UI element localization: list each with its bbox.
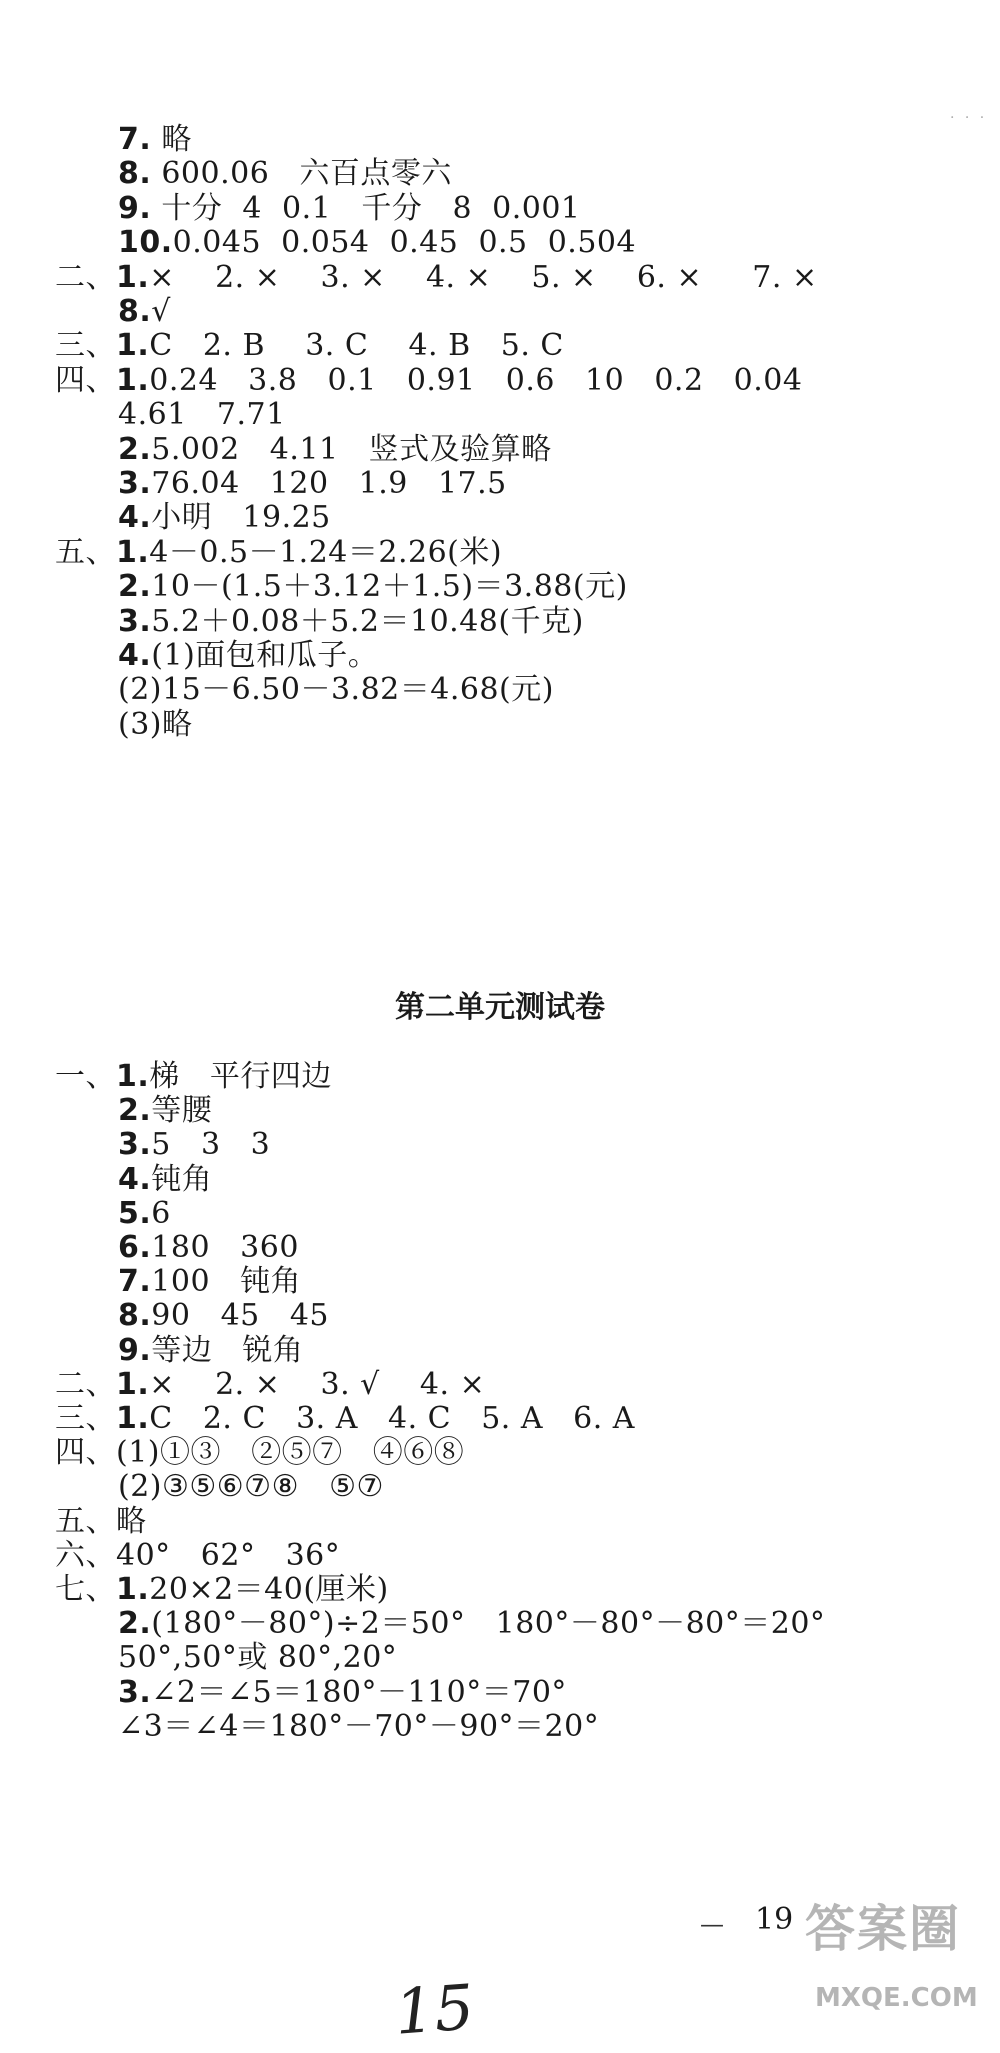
section-prefix: 三、 [55,1401,116,1436]
answer-text: C 2. C 3. A 4. C 5. A 6. A [149,1401,635,1436]
section-title: 第二单元测试卷 [395,990,605,1025]
item-number: 6. [118,1230,152,1265]
answer-text: 90 45 45 [151,1298,330,1334]
item-number: 5. [118,1195,152,1231]
corner-dots: · · · [950,110,988,126]
item-number: 7. [118,122,152,157]
watermark-url: MXQE.COM [815,1983,978,2013]
answer-text: × 2. × 3. × 4. × 5. × 6. × 7. × [149,259,818,295]
item-number: 3. [118,603,152,639]
item-number: 2. [118,569,152,605]
item-number: 1. [116,328,150,364]
item-number: 1. [116,1401,150,1436]
section-prefix: 三、 [55,328,116,364]
answer-text: C 2. B 3. C 4. B 5. C [149,328,564,364]
answer-text: (2)③⑤⑥⑦⑧ ⑤⑦ [118,1469,384,1505]
answer-text: (2)15－6.50－3.82＝4.68(元) [118,672,554,708]
answer-text: 6 [151,1195,171,1231]
answer-text: 梯 平行四边 [149,1059,332,1094]
answer-text: 20×2＝40(厘米) [149,1572,389,1607]
answer-text: 钝角 [151,1161,213,1197]
item-number: 4. [118,638,152,673]
section-prefix: 五、 [55,534,116,570]
handwritten-mark: 15 [392,1970,477,2049]
answer-text: 4.61 7.71 [118,397,286,433]
answer-text: 180 360 [151,1230,299,1265]
section-prefix: 一、 [55,1059,116,1094]
item-number: 1. [116,534,150,570]
answer-text: 5.002 4.11 竖式及验算略 [151,431,552,467]
answer-text: 等腰 [151,1093,213,1129]
item-number: 1. [116,1366,150,1402]
item-number: 9. [118,1332,152,1368]
answer-text: 100 钝角 [151,1264,302,1300]
page-number: 19 [755,1902,794,1937]
answer-text: 4－0.5－1.24＝2.26(米) [149,534,503,570]
answer-text: 5.2＋0.08＋5.2＝10.48(千克) [151,603,584,639]
item-number: 9. [118,190,152,226]
section-prefix: 四、 [55,362,116,398]
item-number: 2. [118,431,152,467]
item-number: 3. [118,1127,152,1163]
answer-text: (1)面包和瓜子。 [151,638,379,673]
page-dash: — [700,1910,724,1938]
answer-line [118,1707,599,1747]
answer-text: 76.04 120 1.9 17.5 [151,466,507,501]
answer-line [118,705,193,745]
item-number: 3. [118,466,152,501]
item-number: 1. [116,259,150,295]
answer-text: 600.06 六百点零六 [151,156,452,192]
item-number: 4. [118,1161,152,1197]
answer-text: √ [151,294,171,329]
section-prefix: 六、 [55,1537,116,1573]
answer-text: (3)略 [118,706,193,742]
answer-text: 5 3 3 [151,1127,271,1163]
item-number: 8. [118,294,152,329]
watermark [805,1893,1000,2053]
section-prefix: 二、 [55,259,116,295]
item-number: 7. [118,1264,152,1300]
answer-text: (1)①③ ②⑤⑦ ④⑥⑧ [116,1435,465,1471]
answer-text: ∠2＝∠5＝180°－110°＝70° [151,1674,567,1710]
item-number: 2. [118,1093,152,1129]
item-number: 10. [118,225,173,261]
answer-text: (180°－80°)÷2＝50° 180°－80°－80°＝20° [151,1606,826,1642]
item-number: 1. [116,362,150,398]
section-prefix: 二、 [55,1366,116,1402]
item-number: 8. [118,1298,152,1334]
answer-text: 十分 4 0.1 千分 8 0.001 [151,190,581,226]
item-number: 8. [118,156,152,192]
item-number: 4. [118,500,152,536]
watermark-logo: 答案圈 [805,1900,961,1958]
item-number: 3. [118,1674,152,1710]
section-prefix: 七、 [55,1572,116,1607]
answer-text: 等边 锐角 [151,1332,304,1368]
section-prefix: 四、 [55,1435,116,1471]
section-prefix: 五、 [55,1503,116,1539]
answer-text: 小明 19.25 [151,500,331,536]
answer-line [118,1467,384,1507]
item-number: 2. [118,1606,152,1642]
answer-text: 0.24 3.8 0.1 0.91 0.6 10 0.2 0.04 [149,362,803,398]
item-number: 1. [116,1572,150,1607]
answer-text: 0.045 0.054 0.45 0.5 0.504 [172,225,637,261]
answer-text: 略 [116,1503,147,1539]
answer-text: 略 [151,122,192,157]
answer-text: 40° 62° 36° [116,1537,341,1573]
item-number: 1. [116,1059,150,1094]
answer-text: ∠3＝∠4＝180°－70°－90°＝20° [118,1708,600,1744]
answer-text: 10－(1.5＋3.12＋1.5)＝3.88(元) [151,569,628,605]
answer-text: 50°,50°或 80°,20° [118,1640,398,1676]
answer-text: × 2. × 3. √ 4. × [149,1366,486,1402]
